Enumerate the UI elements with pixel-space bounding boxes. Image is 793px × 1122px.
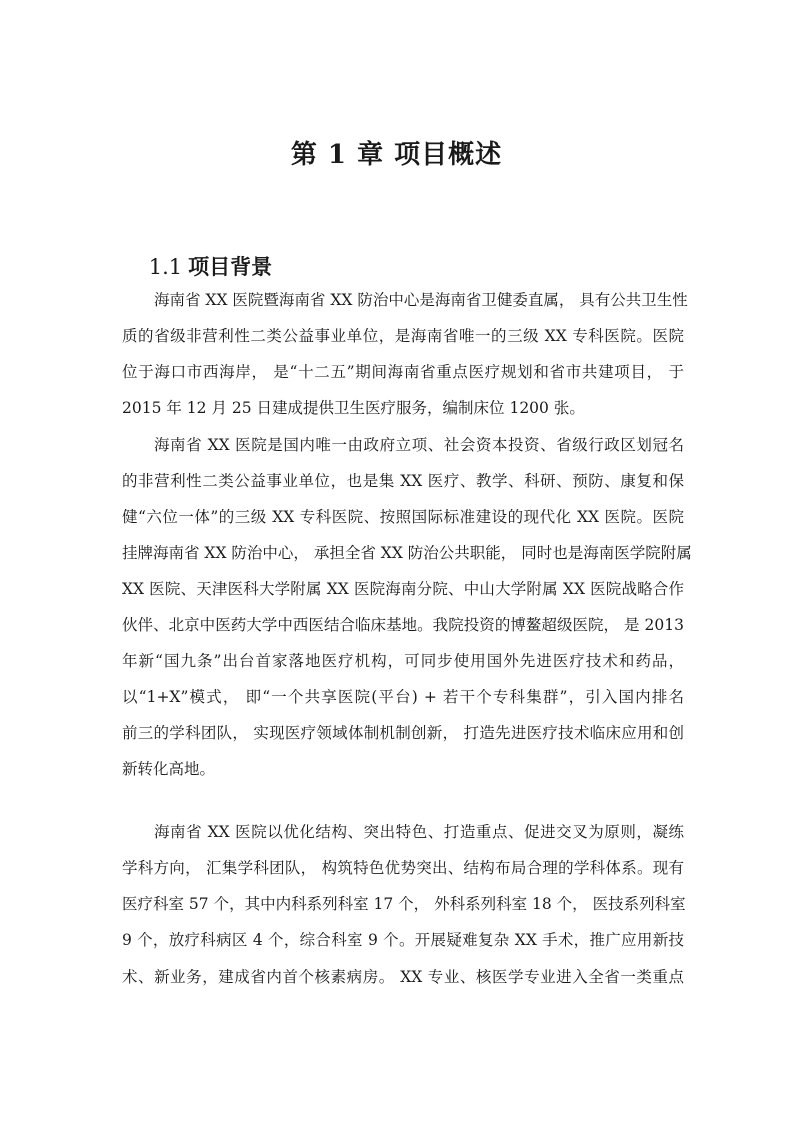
- paragraph-line: 伙伴、北京中医药大学中西医结合临床基地。我院投资的博鳌超级医院， 是 2013: [122, 616, 684, 634]
- paragraph-line: 海南省 XX 医院以优化结构、突出特色、打造重点、促进交叉为原则，凝练: [154, 823, 684, 841]
- paragraph-line: 年新“国九条”出台首家落地医疗机构，可同步使用国外先进医疗技术和药品，: [122, 652, 684, 670]
- chapter-title: 第 1 章 项目概述: [290, 140, 503, 170]
- section-number: 1.1: [148, 255, 183, 279]
- paragraph-line: 学科方向， 汇集学科团队， 构筑特色优势突出、结构布局合理的学科体系。现有: [122, 859, 684, 877]
- paragraph-line: 新转化高地。: [122, 760, 216, 778]
- paragraph-line: 健“六位一体”的三级 XX 专科医院、按照国际标准建设的现代化 XX 医院。医院: [122, 508, 684, 526]
- paragraph-line: 位于海口市西海岸， 是“十二五”期间海南省重点医疗规划和省市共建项目， 于: [122, 363, 684, 381]
- paragraph-line: 前三的学科团队， 实现医疗领域体制机制创新， 打造先进医疗技术临床应用和创: [122, 724, 684, 742]
- paragraph-line: 挂牌海南省 XX 防治中心， 承担全省 XX 防治公共职能， 同时也是海南医学院附属: [122, 544, 692, 562]
- paragraph-line: 术、新业务，建成省内首个核素病房。 XX 专业、核医学专业进入全省一类重点: [122, 968, 684, 986]
- paragraph-line: 医疗科室 57 个，其中内科系列科室 17 个， 外科系列科室 18 个， 医技系列科室: [122, 895, 686, 913]
- paragraph-line: 以“1+X”模式， 即“一个共享医院(平台) + 若干个专科集群”，引入国内排名: [122, 688, 684, 706]
- paragraph-line: 海南省 XX 医院暨海南省 XX 防治中心是海南省卫健委直属， 具有公共卫生性: [154, 291, 688, 309]
- paragraph-line: 的非营利性二类公益事业单位，也是集 XX 医疗、教学、科研、预防、康复和保: [122, 472, 684, 490]
- paragraph-line: 质的省级非营利性二类公益事业单位，是海南省唯一的三级 XX 专科医院。医院: [122, 327, 684, 345]
- section-title: 项目背景: [188, 254, 273, 279]
- paragraph-line: 海南省 XX 医院是国内唯一由政府立项、社会资本投资、省级行政区划冠名: [154, 436, 684, 454]
- paragraph-line: XX 医院、天津医科大学附属 XX 医院海南分院、中山大学附属 XX 医院战略合作: [122, 580, 684, 598]
- paragraph-line: 9 个，放疗科病区 4 个，综合科室 9 个。开展疑难复杂 XX 手术，推广应用新技: [122, 931, 684, 949]
- paragraph-line: 2015 年 12 月 25 日建成提供卫生医疗服务，编制床位 1200 张。: [122, 399, 585, 417]
